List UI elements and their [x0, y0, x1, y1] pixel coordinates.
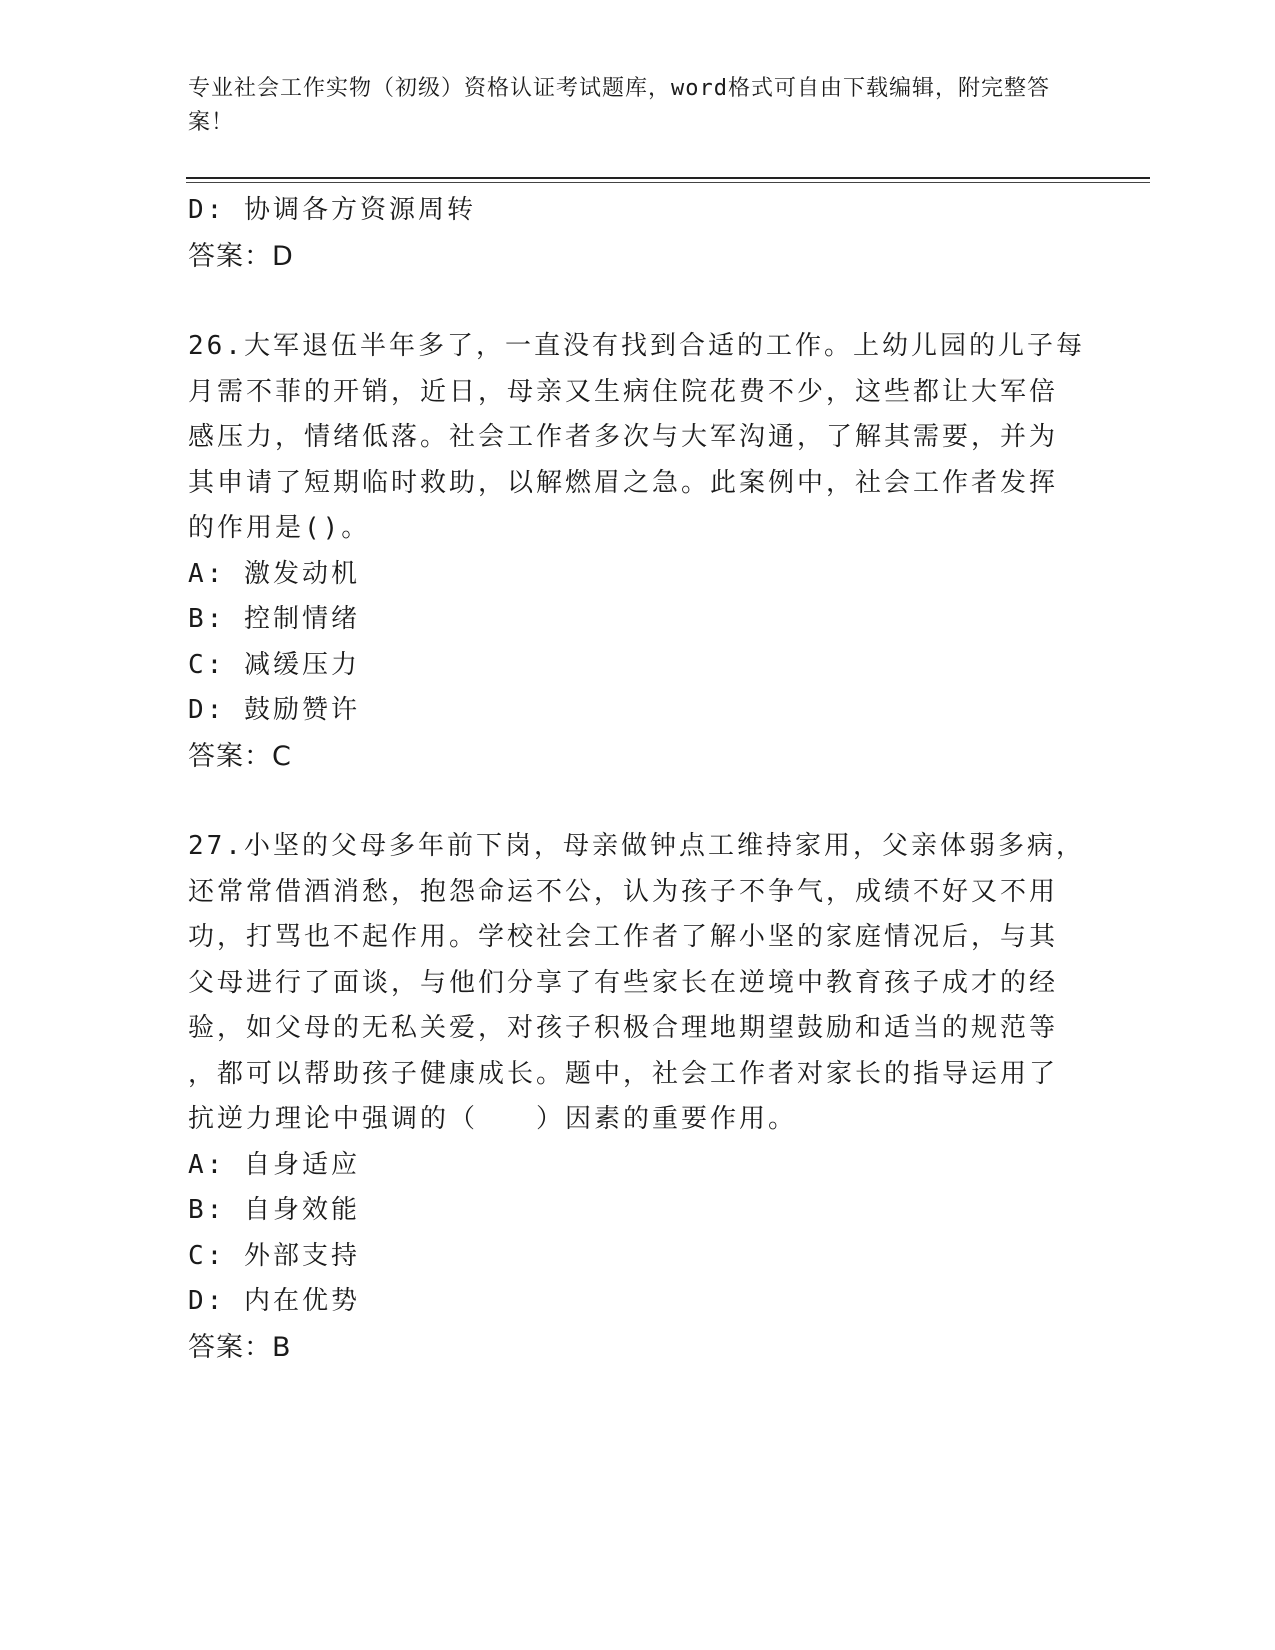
prev-question-tail [188, 188, 1078, 279]
header-divider-thin [186, 182, 1150, 183]
question-stem-line: 26.大军退伍半年多了，一直没有找到合适的工作。上幼儿园的儿子每 [188, 331, 1085, 361]
question-stem-line: 父母进行了面谈，与他们分享了有些家长在逆境中教育孩子成才的经 [188, 967, 1059, 998]
question-stem-line: ，都可以帮助孩子健康成长。题中，社会工作者对家长的指导运用了 [188, 1058, 1059, 1089]
answer-line: 答案：B [188, 1331, 292, 1363]
document-header [188, 72, 1068, 140]
option-d: D: 内在优势 [188, 1286, 360, 1316]
question-stem-line: 的作用是()。 [188, 513, 371, 543]
option-b: B: 控制情绪 [188, 604, 360, 634]
option-a: A: 自身适应 [188, 1149, 360, 1180]
spacer [188, 779, 1078, 824]
option-d: D: 鼓励赞许 [188, 695, 360, 725]
option-b: B: 自身效能 [188, 1195, 360, 1225]
question-stem-line: 月需不菲的开销，近日，母亲又生病住院花费不少，这些都让大军倍 [188, 376, 1059, 407]
question-27 [188, 824, 1085, 1370]
option-d: D: 协调各方资源周转 [188, 195, 476, 225]
question-26 [188, 324, 1085, 779]
question-stem-line: 感压力，情绪低落。社会工作者多次与大军沟通，了解其需要，并为 [188, 422, 1059, 452]
document-body [188, 188, 1085, 1370]
question-stem-line: 27.小坚的父母多年前下岗，母亲做钟点工维持家用，父亲体弱多病， [188, 831, 1085, 861]
question-stem-line: 功，打骂也不起作用。学校社会工作者了解小坚的家庭情况后，与其 [188, 922, 1059, 952]
spacer [188, 279, 1078, 324]
question-stem-line: 其申请了短期临时救助，以解燃眉之急。此案例中，社会工作者发挥 [188, 467, 1059, 498]
option-c: C: 外部支持 [188, 1240, 360, 1271]
header-divider-thick [186, 177, 1150, 179]
option-c: C: 减缓压力 [188, 649, 360, 680]
question-stem-line: 验，如父母的无私关爱，对孩子积极合理地期望鼓励和适当的规范等 [188, 1013, 1059, 1043]
option-a: A: 激发动机 [188, 558, 360, 589]
question-stem-line: 抗逆力理论中强调的（ ）因素的重要作用。 [188, 1104, 798, 1134]
answer-line: 答案：C [188, 740, 292, 772]
header-text: 专业社会工作实物（初级）资格认证考试题库，word格式可自由下载编辑，附完整答案！ [188, 76, 1050, 135]
answer-line: 答案：D [188, 240, 294, 272]
question-stem-line: 还常常借酒消愁，抱怨命运不公，认为孩子不争气，成绩不好又不用 [188, 876, 1059, 907]
